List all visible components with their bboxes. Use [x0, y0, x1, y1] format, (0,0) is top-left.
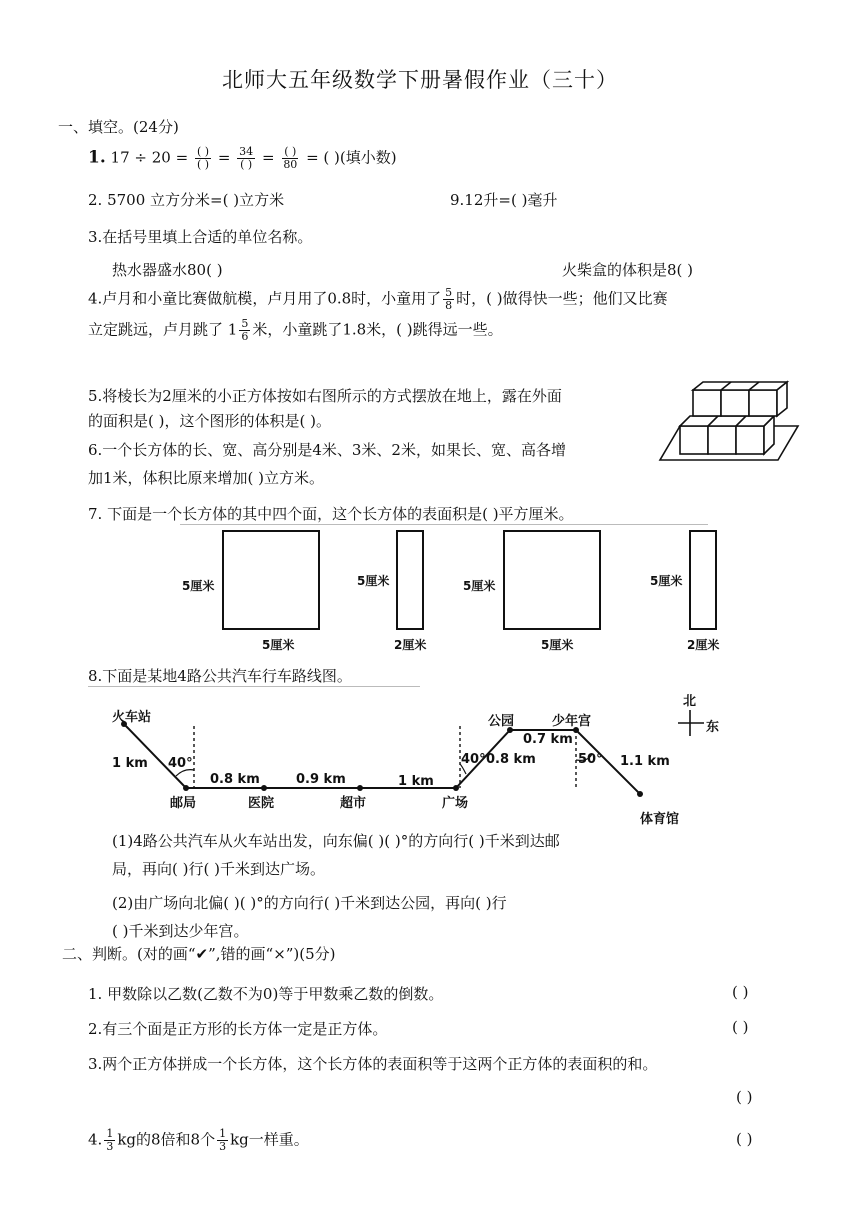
map-d4: 1 km: [398, 774, 434, 789]
q8: 8.下面是某地4路公共汽车行车路线图。: [88, 667, 352, 685]
q4-frac2: $\frac{5}{6}$: [241, 317, 249, 343]
face-d-bottom-label: 2厘米: [687, 638, 720, 652]
section2-heading: 二、判断。(对的画“✔”,错的画“×”)(5分): [62, 945, 336, 963]
map-palace: 少年宫: [552, 714, 592, 729]
face-c-bottom-label: 5厘米: [541, 638, 574, 652]
map-d7: 1.1 km: [620, 754, 670, 769]
map-gym: 体育馆: [640, 812, 680, 827]
q7-divider: [180, 524, 708, 525]
judge-q2: 2.有三个面是正方形的长方体一定是正方体。: [88, 1020, 388, 1038]
face-c-side-label: 5厘米: [463, 579, 496, 593]
q3b: 火柴盒的体积是8( ): [562, 261, 694, 279]
q5-line1: 5.将棱长为2厘米的小正方体按如右图所示的方式摆放在地上，露在外面: [88, 387, 562, 405]
face-a-bottom-label: 5厘米: [262, 638, 295, 652]
q8-2-line1: (2)由广场向北偏( )( )°的方向行( )千米到达公园，再向( )行: [112, 894, 507, 912]
q1-prefix: 1.: [88, 147, 106, 168]
face-a: [222, 530, 320, 630]
map-park: 公园: [488, 714, 515, 729]
section1-heading: 一、填空。(24分): [58, 118, 179, 136]
q8-divider: [88, 686, 420, 687]
judge-q4: 4. $\frac{1}{3}$ kg的8倍和8个 $\frac{1}{3}$ kg一样重。: [88, 1127, 309, 1153]
map-a3: 50°: [578, 752, 603, 767]
judge-q3-bracket: ( ): [736, 1088, 753, 1106]
map-hospital: 医院: [248, 796, 275, 811]
q3: 3.在括号里填上合适的单位名称。: [88, 228, 313, 246]
q4-line2: 立定跳远，卢月跳了 1 $\frac{5}{6}$ 米，小童跳了1.8米，( )跳得远一些。: [88, 317, 503, 343]
judge-q3: 3.两个正方体拼成一个长方体，这个长方体的表面积等于这两个正方体的表面积的和。: [88, 1055, 658, 1073]
judge-q2-bracket: ( ): [732, 1018, 749, 1036]
q1-frac3: $\frac{( )}{80}$: [283, 145, 298, 171]
judge-q1-bracket: ( ): [732, 983, 749, 1001]
cube-stack-figure: [658, 380, 800, 470]
face-b: [396, 530, 424, 630]
q7: 7. 下面是一个长方体的其中四个面，这个长方体的表面积是( )平方厘米。: [88, 505, 574, 523]
page-title: 北师大五年级数学下册暑假作业（三十）: [222, 68, 618, 92]
q3a: 热水器盛水80( ): [112, 261, 223, 279]
map-d6: 0.7 km: [523, 732, 573, 747]
judge-q4-bracket: ( ): [736, 1130, 753, 1148]
q8-1-line2: 局，再向( )行( )千米到达广场。: [112, 860, 325, 878]
q6-line2: 加1米，体积比原来增加( )立方米。: [88, 469, 325, 487]
judge-q1: 1. 甲数除以乙数(乙数不为0)等于甲数乘乙数的倒数。: [88, 985, 444, 1003]
q1-expr: 17 ÷ 20 =: [110, 148, 189, 167]
judge-q4-frac1: $\frac{1}{3}$: [106, 1127, 114, 1153]
face-c: [503, 530, 601, 630]
q1-frac1: $\frac{( )}{( )}$: [196, 145, 210, 171]
q4-frac1: $\frac{5}{8}$: [445, 286, 453, 312]
q2a: 2. 5700 立方分米=( )立方米: [88, 191, 285, 209]
map-post: 邮局: [170, 796, 197, 811]
map-d3: 0.9 km: [296, 772, 346, 787]
q1: 1. 17 ÷ 20 = $\frac{( )}{( )}$ = $\frac{34}{( )}$ = $\frac{( )}{80}$ = ( )(填小数): [88, 145, 397, 171]
map-market: 超市: [340, 796, 367, 811]
q1-frac2: $\frac{34}{( )}$: [239, 145, 254, 171]
map-square: 广场: [442, 796, 469, 811]
q1-tail: = ( )(填小数): [306, 148, 397, 167]
q2b: 9.12升=( )毫升: [450, 191, 558, 209]
q8-1-line1: (1)4路公共汽车从火车站出发，向东偏( )( )°的方向行( )千米到达邮: [112, 832, 560, 850]
face-b-bottom-label: 2厘米: [394, 638, 427, 652]
judge-q4-frac2: $\frac{1}{3}$: [219, 1127, 227, 1153]
map-a1: 40°: [168, 756, 193, 771]
q5-line2: 的面积是( )，这个图形的体积是( )。: [88, 412, 331, 430]
map-d5: 0.8 km: [486, 752, 536, 767]
face-d-side-label: 5厘米: [650, 574, 683, 588]
q4-line1: 4.卢月和小童比赛做航模，卢月用了0.8时，小童用了 $\frac{5}{8}$ 时，( )做得快一些；他们又比赛: [88, 286, 668, 312]
compass-north: 北: [683, 694, 697, 709]
map-d1: 1 km: [112, 756, 148, 771]
map-a2: 40°: [461, 752, 486, 767]
q6-line1: 6.一个长方体的长、宽、高分别是4米、3米、2米，如果长、宽、高各增: [88, 441, 566, 459]
face-a-side-label: 5厘米: [182, 579, 215, 593]
map-station: 火车站: [112, 710, 152, 725]
q8-2-line2: ( )千米到达少年宫。: [112, 922, 249, 940]
compass-east: 东: [706, 720, 720, 735]
map-d2: 0.8 km: [210, 772, 260, 787]
face-d: [689, 530, 717, 630]
face-b-side-label: 5厘米: [357, 574, 390, 588]
